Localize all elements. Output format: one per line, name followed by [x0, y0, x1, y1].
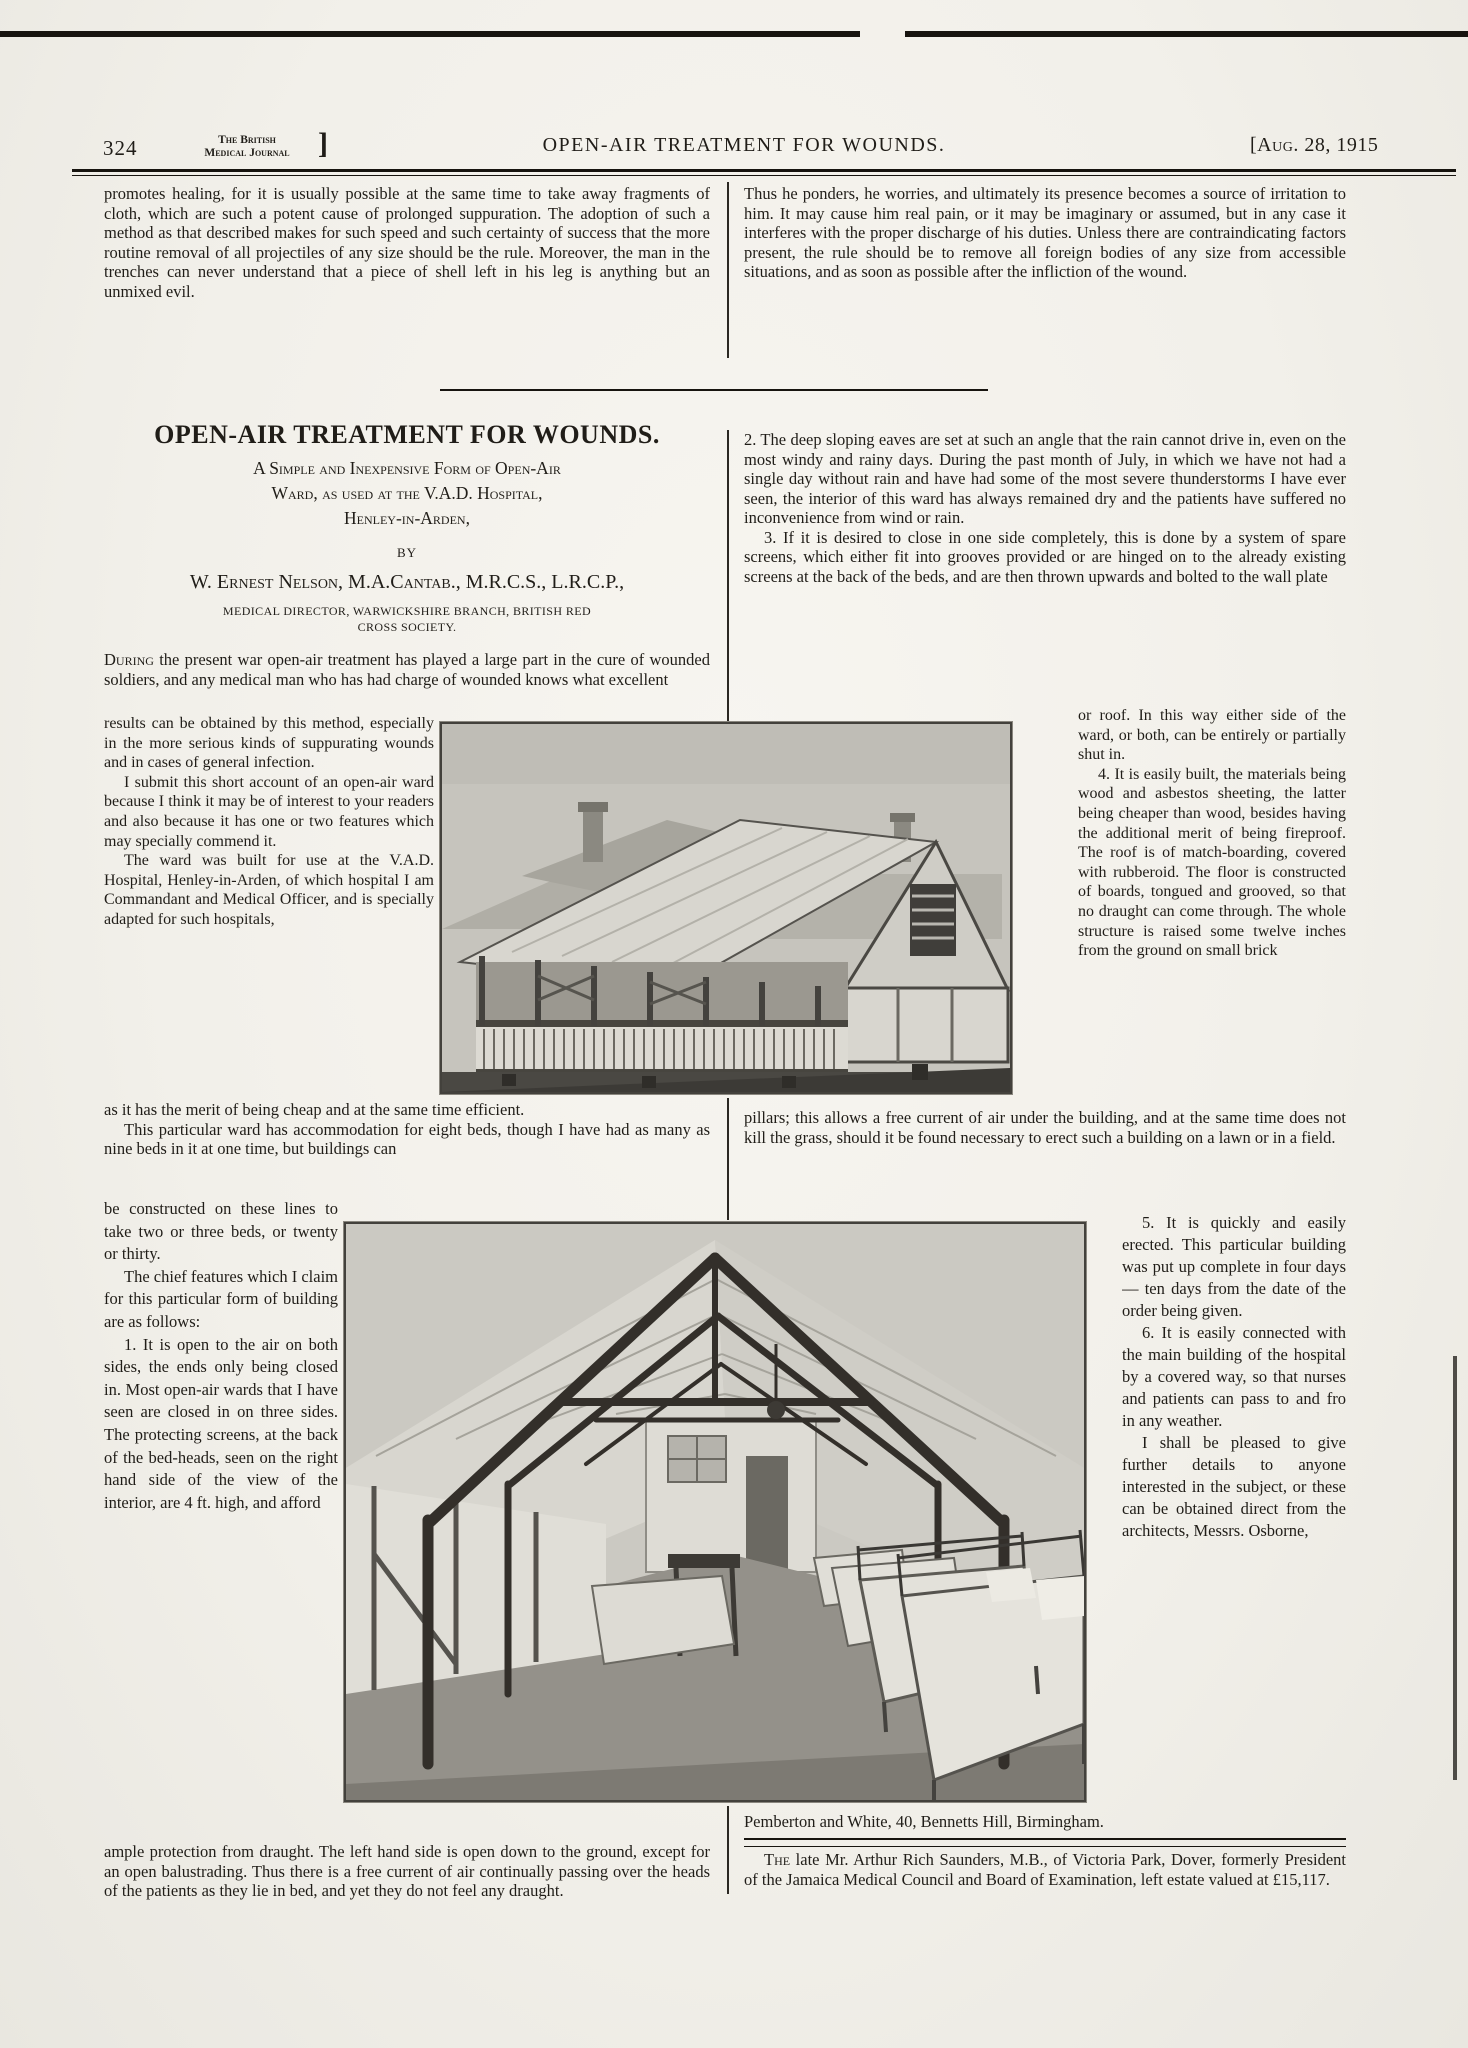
right-wide-block-1: [744, 1108, 1346, 1192]
article-opening-block: [104, 650, 710, 712]
paragraph: I shall be pleased to give further details to anyone interested in the subject, or these can be obtained direct from the architects, Messrs. Osborne,: [1122, 1433, 1346, 1540]
left-wide-block-2: [104, 1100, 710, 1198]
paragraph: The ward was built for use at the V.A.D. Hospital, Henley-in-Arden, of which hospital I am Commandant and Medical Officer, and is specially adapted for such hospitals,: [104, 852, 434, 928]
exterior-ward-photo: [440, 722, 1012, 1094]
intro-left-paragraph: promotes healing, for it is usually possible at the same time to take away fragments of cloth, which are such a potent cause of prolonged suppuration. The adoption of such a method as that described makes for such speed and such certainty of success that the more routine removal of all projectiles of any size should be the rule. Moreover, the man in the trenches can never understand that a piece of shell left in his leg is anything but an unmixed evil.: [104, 184, 710, 301]
header-journal-name: [180, 134, 314, 160]
paragraph: The chief features which I claim for this particular form of building are as follows:: [104, 1266, 338, 1331]
header-rule-thin: [72, 175, 1456, 176]
intro-left-column: [104, 184, 710, 362]
lead-word: The: [764, 1850, 791, 1869]
article-author: W. Ernest Nelson, M.A.Cantab., M.R.C.S., L.R.C.P.,: [189, 571, 625, 593]
article-subtitle: [104, 456, 710, 531]
column-divider-rule: [727, 1806, 729, 1894]
footer-note-rest: late Mr. Arthur Rich Saunders, M.B., of Victoria Park, Dover, formerly President of the Jamaica Medical Council and Board of Examination, left estate valued at £15,117.: [744, 1850, 1346, 1889]
footer-note: [744, 1850, 1346, 1932]
paragraph-point-4: 4. It is easily built, the materials being wood and asbestos sheeting, the latter being cheaper than wood, besides having the additional merit of being fireproof. The roof is of match-boarding, covered with rubberoid. The floor is constructed of boards, tongued and grooved, so that no draught can come through. The whole structure is raised some twelve inches from the ground on small brick: [1078, 765, 1346, 960]
interior-ward-illustration: [346, 1224, 1084, 1800]
section-divider-rule: [440, 389, 988, 391]
paragraph: I submit this short account of an open-air ward because I think it may be of interest to your readers and also because it has one or two features which may specially commend it.: [104, 773, 434, 850]
intro-right-paragraph: Thus he ponders, he worries, and ultimately its presence becomes a source of irritation to him. It may cause him real pain, or it may be imaginary or assumed, but in any case it interferes with the proper discharge of his duties. Unless there are contraindicating factors present, the rule should be to remove all foreign bodies of any size from accessible situations, and as soon as possible after the infliction of the wound.: [744, 184, 1346, 281]
article-title-block: [104, 420, 710, 635]
paragraph-point-6: 6. It is easily connected with the main building of the hospital by a covered way, so that nurses and patients can pass to and fro in any weather.: [1122, 1323, 1346, 1430]
footer-note-rule: [744, 1838, 1346, 1847]
header-page-number: 324: [103, 136, 138, 160]
scan-artifact-right-edge: [1453, 1356, 1457, 1780]
scan-artifact-top-streak-2: [905, 31, 1468, 37]
right-wide-block-2: [744, 1812, 1346, 1832]
exterior-ward-illustration: [442, 724, 1010, 1092]
header-journal-line1: The British: [218, 134, 276, 146]
paragraph: ample protection from draught. The left hand side is open down to the ground, except for an open balustrading. Thus there is a free current of air continually passing over the heads of the patients as they lie in bed, and yet they do not feel any draught.: [104, 1842, 710, 1900]
article-opening-paragraph: [104, 650, 710, 689]
paragraph-point-5: 5. It is quickly and easily erected. This particular building was put up complete in four days — ten days from the date of the order being given.: [1122, 1213, 1346, 1320]
header-bracket: ]: [318, 127, 328, 160]
intro-right-column: [744, 184, 1346, 362]
column-divider-rule: [727, 182, 729, 358]
column-divider-rule: [727, 1098, 729, 1220]
column-divider-rule: [727, 430, 729, 722]
paragraph: Pemberton and White, 40, Bennetts Hill, Birmingham.: [744, 1812, 1104, 1831]
scan-artifact-top-streak: [0, 31, 860, 37]
header-issue-date: [Aug. 28, 1915: [1250, 134, 1379, 156]
lead-word: During: [104, 650, 154, 669]
paragraph: or roof. In this way either side of the ward, or both, can be entirely or partially shut in.: [1078, 707, 1346, 764]
left-narrow-column-1: [104, 714, 434, 1098]
article-subtitle-line3: Henley-in-Arden,: [344, 508, 470, 528]
article-subtitle-line1: A Simple and Inexpensive Form of Open-Air: [253, 458, 561, 478]
header-rule-thick: [72, 169, 1456, 172]
paragraph-point-1: 1. It is open to the air on both sides, the ends only being closed in. Most open-air wards that I have seen are closed in on three sides. The protecting screens, at the back of the bed-heads, seen on the right hand side of the view of the interior, are 4 ft. high, and afford: [104, 1334, 338, 1512]
footer-note-paragraph: [744, 1850, 1346, 1889]
article-affiliation-line1: MEDICAL DIRECTOR, WARWICKSHIRE BRANCH, BRITISH RED: [222, 604, 592, 618]
paragraph: pillars; this allows a free current of air under the building, and at the same time does not kill the grass, should it be found necessary to erect such a building on a lawn or in a field.: [744, 1108, 1346, 1147]
article-affiliation-line2: CROSS SOCIETY.: [357, 620, 457, 634]
left-wide-block-3: [104, 1842, 710, 1944]
paragraph-point-3: 3. If it is desired to close in one side completely, this is done by a system of spare screens, which either fit into grooves provided or are hinged on to the already existing screens at the back of the beds, and are then thrown upwards and bolted to the wall plate: [744, 527, 1346, 586]
header-running-title: OPEN-AIR TREATMENT FOR WOUNDS.: [542, 134, 946, 156]
right-narrow-column-2: [1122, 1212, 1346, 1810]
article-affiliation: [104, 603, 710, 635]
paragraph: results can be obtained by this method, especially in the more serious kinds of suppurating wounds and in cases of general infection.: [104, 715, 434, 772]
article-title: OPEN-AIR TREATMENT FOR WOUNDS.: [154, 420, 660, 449]
article-subtitle-line2: Ward, as used at the V.A.D. Hospital,: [271, 483, 543, 503]
article-byline: BY: [396, 545, 418, 560]
right-column-points-2-3: [744, 430, 1346, 706]
paragraph-point-2: 2. The deep sloping eaves are set at such an angle that the rain cannot drive in, even on the most windy and rainy days. During the past month of July, in which we have not had a single day without rain and have had some of the most severe thunderstorms I have ever seen, the interior of this ward has always remained dry and the patients have suffered no inconvenience from wind or rain.: [744, 430, 1346, 527]
opening-paragraph-rest: the present war open-air treatment has played a large part in the cure of wounded soldiers, and any medical man who has had charge of wounded knows what excellent: [104, 650, 710, 689]
left-narrow-column-2: [104, 1198, 338, 1838]
paragraph: be constructed on these lines to take two or three beds, or twenty or thirty.: [104, 1199, 338, 1264]
paragraph: This particular ward has accommodation for eight beds, though I have had as many as nine beds in it at one time, but buildings can: [104, 1119, 710, 1158]
header-journal-line2: Medical Journal: [204, 147, 290, 159]
paragraph: as it has the merit of being cheap and at the same time efficient.: [104, 1100, 525, 1119]
interior-ward-photo: [344, 1222, 1086, 1802]
right-narrow-column-1: [1078, 706, 1346, 1098]
